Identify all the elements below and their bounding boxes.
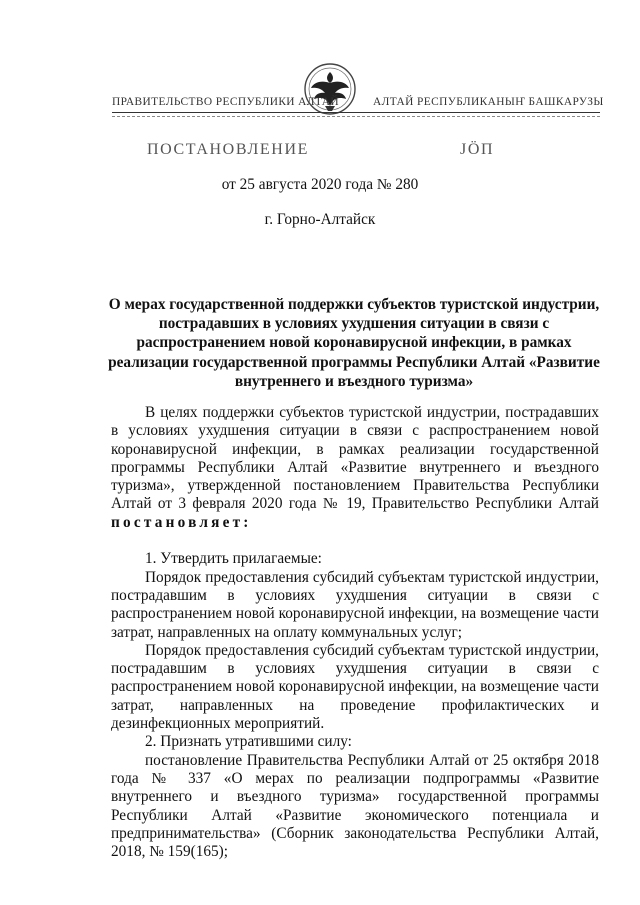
preamble-text: В целях поддержки субъектов туристской индустрии, пострадавших в условиях ухудшения ситуации в связи с распространением новой коронавирусной инфекции, в рамках реализации государственной программы Республики Алтай «Развитие внутреннего и въездного туризма», утвержденной постановлением Правительства Республики Алтай от 3 февраля 2020 года № 19, Правительство Республики Алтай [111, 404, 599, 513]
doc-type-altai: ЈӦП [460, 141, 495, 158]
document-date-number: от 25 августа 2020 года № 280 [221, 176, 419, 193]
org-name-altai: АЛТАЙ РЕСПУБЛИКАНЫҤ БАШКАРУЗЫ [373, 96, 604, 108]
resolves-word: постановляет: [111, 513, 252, 531]
doc-type-russian: ПОСТАНОВЛЕНИЕ [147, 141, 309, 158]
header-rule-secondary [112, 116, 600, 117]
coat-of-arms-icon [303, 58, 357, 120]
item-2-a: постановление Правительства Республики Алтай от 25 октября 2018 года № 337 «О мерах по реализации подпрограммы «Развитие внутреннего и въездного туризма» государственной программы Республики Алтай «Развитие экономического потенциала и предпринимательства» (Сборник законодательства Республики Алтай, 2018, № 159(165); [111, 751, 599, 861]
document-city: г. Горно-Алтайск [264, 211, 376, 228]
item-1-heading: 1. Утвердить прилагаемые: [145, 550, 322, 568]
org-name-russian: ПРАВИТЕЛЬСТВО РЕСПУБЛИКИ АЛТАЙ [112, 96, 339, 108]
item-2-heading: 2. Признать утратившими силу: [145, 733, 352, 751]
document-body [111, 404, 599, 861]
document-title: О мерах государственной поддержки субъектов туристской индустрии, пострадавших в условиях ухудшения ситуации в связи с распространением новой коронавирусной инфекции, в рамках реализации государственной программы Республики Алтай «Развитие внутреннего и въездного туризма» [108, 296, 600, 390]
item-1-b: Порядок предоставления субсидий субъектам туристской индустрии, пострадавшим в условиях ухудшения ситуации в связи с распространением новой коронавирусной инфекции, на возмещение части затрат, направленных на проведение профилактических и дезинфекционных мероприятий. [111, 641, 599, 733]
header-rule [112, 112, 600, 113]
preamble-paragraph [111, 404, 599, 532]
item-1-a: Порядок предоставления субсидий субъектам туристской индустрии, пострадавшим в условиях ухудшения ситуации в связи с распространением новой коронавирусной инфекции, на возмещение части затрат, направленных на оплату коммунальных услуг; [111, 568, 599, 641]
